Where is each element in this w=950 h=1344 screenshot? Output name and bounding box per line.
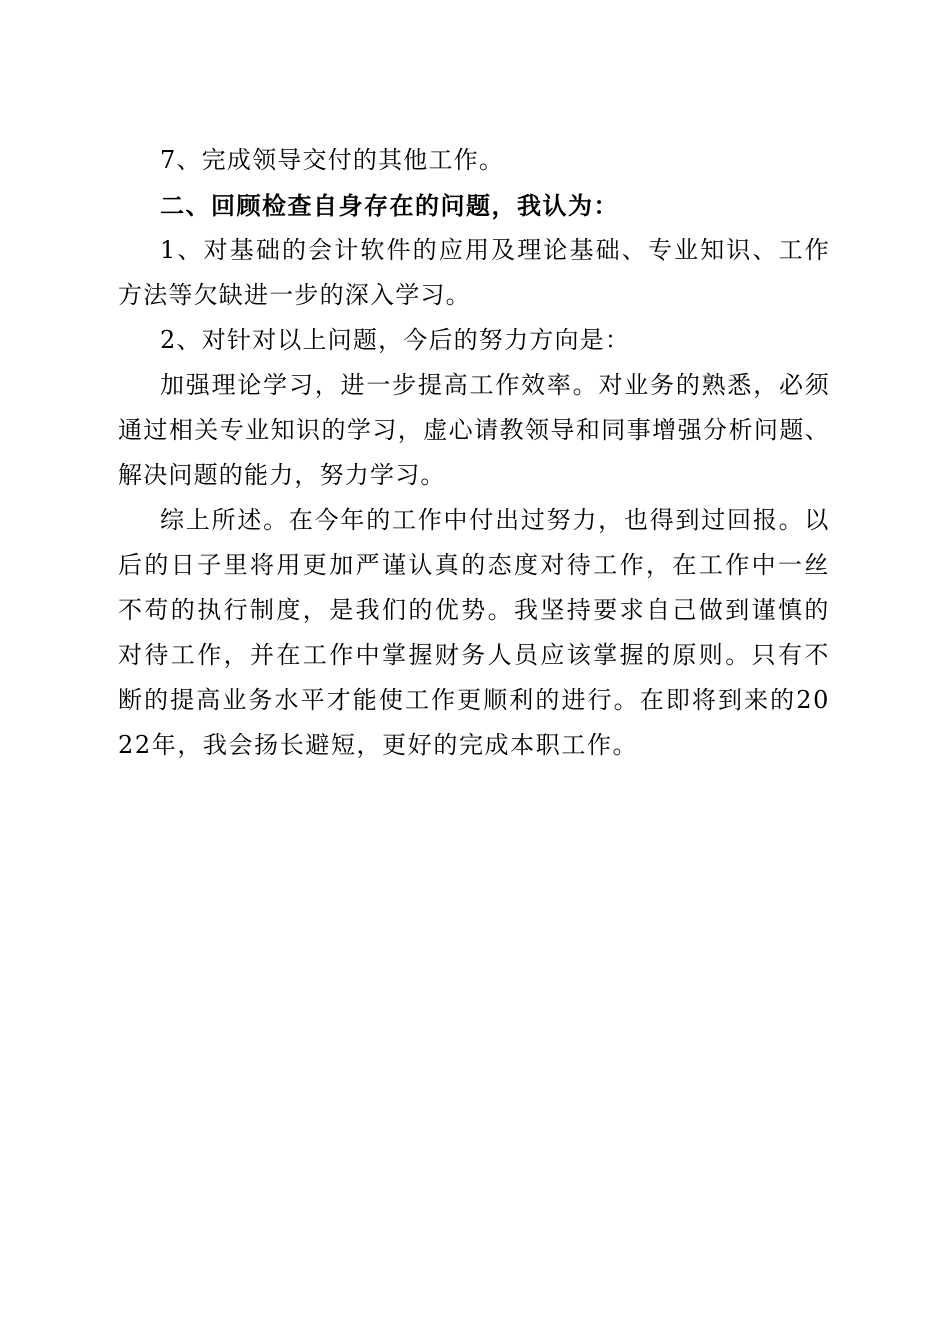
- problem-item-2: 2、对针对以上问题，今后的努力方向是：: [160, 326, 631, 354]
- problem-item-1: 1、对基础的会计软件的应用及理论基础、专业知识、工作方法等欠缺进一步的深入学习。: [118, 236, 830, 309]
- list-item-7: 7、完成领导交付的其他工作。: [160, 146, 505, 174]
- improvement-paragraph: 加强理论学习，进一步提高工作效率。对业务的熟悉，必须通过相关专业知识的学习，虚心请教领导和同事增强分析问题、解决问题的能力，努力学习。: [118, 371, 830, 489]
- summary-paragraph: 综上所述。在今年的工作中付出过努力，也得到过回报。以后的日子里将用更加严谨认真的态度对待工作，在工作中一丝不苟的执行制度，是我们的优势。我坚持要求自己做到谨慎的对待工作，并在工作中掌握财务人员应该掌握的原则。只有不断的提高业务水平才能使工作更顺利的进行。在即将到来的2022年，我会扬长避短，更好的完成本职工作。: [118, 506, 830, 759]
- document-body: [118, 138, 830, 768]
- section-heading: 二、回顾检查自身存在的问题，我认为：: [160, 191, 619, 220]
